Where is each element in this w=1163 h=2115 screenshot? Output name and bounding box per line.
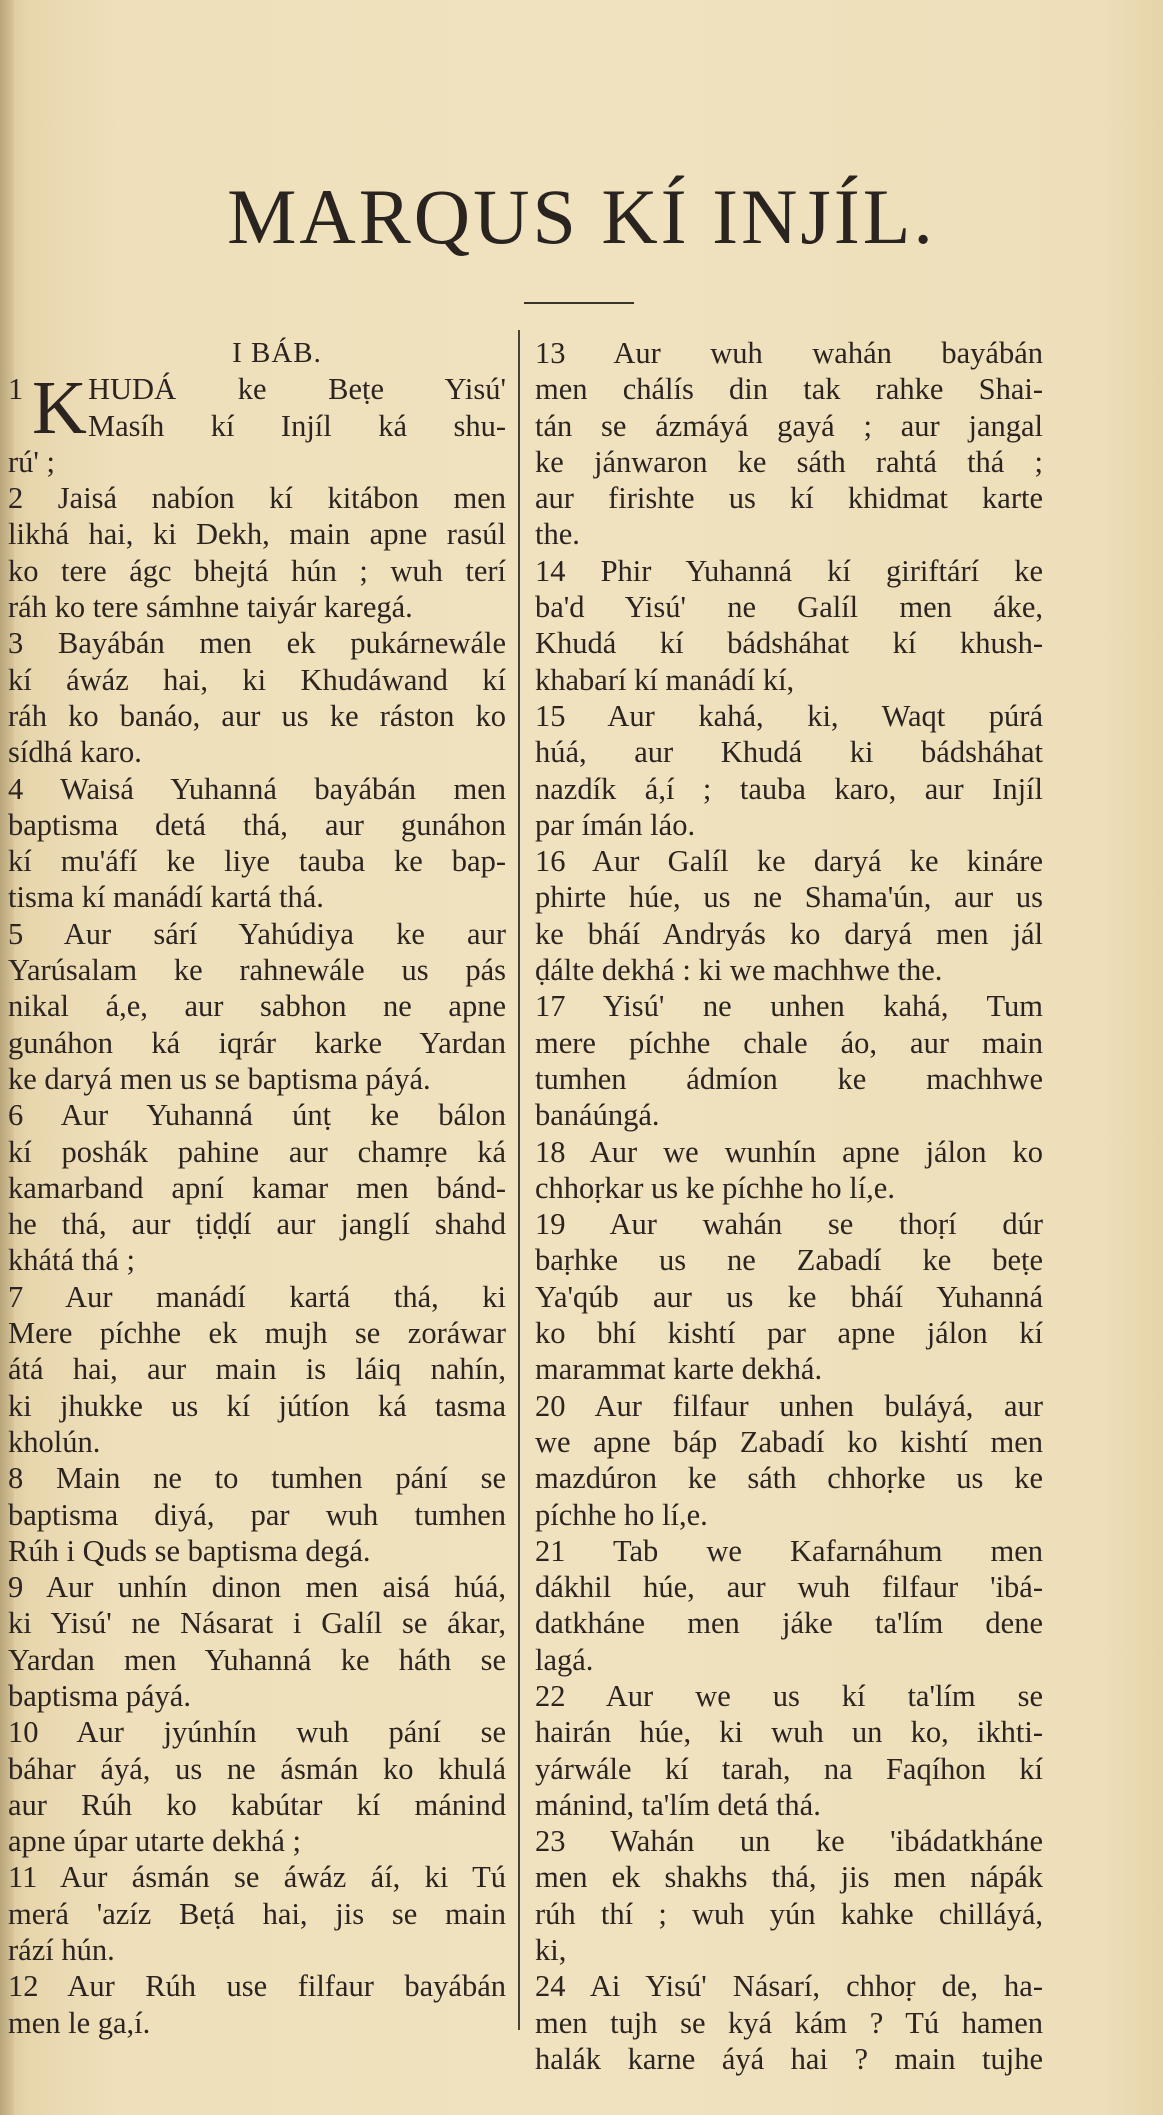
text-line: Rúh i Quds se baptisma degá.	[8, 1533, 371, 1568]
first-verse-line-1: HUDÁ ke Beṭe Yisú'	[88, 372, 506, 407]
text-line: báhar áyá, us ne ásmán ko khulá	[8, 1751, 506, 1786]
text-line: ke bháí Andryás ko daryá men jál	[535, 916, 1043, 951]
text-line: ke jánwaron ke sáth rahtá thá ;	[535, 444, 1043, 479]
text-line: kí poshák pahine aur chamṛe ká	[8, 1134, 506, 1169]
text-line: banáúngá.	[535, 1098, 660, 1133]
text-line: tán se ázmáyá gayá ; aur jangal	[535, 408, 1043, 443]
text-line: ráh ko tere sámhne taiyár karegá.	[8, 590, 413, 625]
text-line: kamarband apní kamar men bánd-	[8, 1170, 506, 1205]
text-line: Yarúsalam ke rahnewále us pás	[8, 953, 506, 988]
left-column	[8, 335, 506, 2041]
text-line: Ya'qúb aur us ke bháí Yuhanná	[535, 1279, 1043, 1314]
text-line: hairán húe, ki wuh un ko, ikhti-	[535, 1715, 1043, 1750]
text-line: 24 Ai Yisú' Násarí, chhoṛ de, ha-	[535, 1969, 1043, 2004]
text-line: nikal á,e, aur sabhon ne apne	[8, 989, 506, 1024]
text-line: 8 Main ne to tumhen pání se	[8, 1461, 506, 1496]
text-line: par ímán láo.	[535, 807, 696, 842]
right-column	[535, 335, 1043, 2077]
chapter-heading: I BÁB.	[232, 337, 322, 369]
text-line: 16 Aur Galíl ke daryá ke kináre	[535, 844, 1043, 879]
first-verse-line-2: Masíh kí Injíl ká shu-	[88, 408, 506, 443]
text-line: ko tere ágc bhejtá hún ; wuh terí	[8, 553, 506, 588]
text-line: mazdúron ke sáth chhoṛke us ke	[535, 1461, 1043, 1496]
text-line: men le ga,í.	[8, 2005, 151, 2040]
text-line: kí mu'áfí ke liye tauba ke bap-	[8, 844, 506, 879]
text-line: dákhil húe, aur wuh filfaur 'ibá-	[535, 1570, 1043, 1605]
text-line: 22 Aur we us kí ta'lím se	[535, 1678, 1043, 1713]
text-line: 2 Jaisá nabíon kí kitábon men	[8, 481, 506, 516]
text-line: khátá thá ;	[8, 1243, 136, 1278]
text-line: we apne báp Zabadí ko kishtí men	[535, 1424, 1043, 1459]
text-line: aur firishte us kí khidmat karte	[535, 481, 1043, 516]
text-line: khabarí kí manádí kí,	[535, 662, 795, 697]
text-line: 9 Aur unhín dinon men aisá húá,	[8, 1570, 506, 1605]
text-line: tumhen ádmíon ke machhwe	[535, 1061, 1043, 1096]
text-line: he thá, aur ṭiḍḍí aur janglí shahd	[8, 1207, 506, 1242]
text-line: Mere píchhe ek mujh se zoráwar	[8, 1316, 506, 1351]
text-line: baptisma diyá, par wuh tumhen	[8, 1497, 506, 1532]
text-line: nazdík á,í ; tauba karo, aur Injíl	[535, 771, 1043, 806]
column-divider	[518, 330, 520, 2030]
text-line: aur Rúh ko kabútar kí mánind	[8, 1787, 506, 1822]
text-line: húá, aur Khudá ki bádsháhat	[535, 735, 1043, 770]
text-line: lagá.	[535, 1642, 594, 1677]
text-line: 23 Wahán un ke 'ibádatkháne	[535, 1824, 1043, 1859]
text-line: 6 Aur Yuhanná únṭ ke bálon	[8, 1098, 506, 1133]
text-line: kholún.	[8, 1424, 101, 1459]
text-line: ke daryá men us se baptisma páyá.	[8, 1061, 431, 1096]
text-line: men chálís din tak rahke Shai-	[535, 372, 1043, 407]
text-line: 15 Aur kahá, ki, Waqt púrá	[535, 698, 1043, 733]
text-line: rúh thí ; wuh yún kahke chilláyá,	[535, 1896, 1043, 1931]
text-line: kí áwáz hai, ki Khudáwand kí	[8, 662, 506, 697]
text-line: mánind, ta'lím detá thá.	[535, 1787, 821, 1822]
verse-number: 1	[8, 372, 24, 407]
text-line: 21 Tab we Kafarnáhum men	[535, 1533, 1043, 1568]
text-line: 7 Aur manádí kartá thá, ki	[8, 1279, 506, 1314]
text-line: 19 Aur wahán se thoṛí dúr	[535, 1207, 1043, 1242]
text-line: phirte húe, us ne Shama'ún, aur us	[535, 880, 1043, 915]
first-verse	[8, 366, 506, 451]
text-line: ba'd Yisú' ne Galíl men áke,	[535, 590, 1043, 625]
text-line: 11 Aur ásmán se áwáz áí, ki Tú	[8, 1860, 506, 1895]
text-line: apne úpar utarte dekhá ;	[8, 1824, 301, 1859]
text-line: chhoṛkar us ke píchhe ho lí,e.	[535, 1170, 895, 1205]
text-line: ki jhukke us kí jútíon ká tasma	[8, 1388, 506, 1423]
text-line: ko bhí kishtí par apne jálon kí	[535, 1316, 1043, 1351]
text-line: ki Yisú' ne Násarat i Galíl se ákar,	[8, 1606, 506, 1641]
text-line: átá hai, aur main is láiq nahín,	[8, 1352, 506, 1387]
text-line: merá 'azíz Beṭá hai, jis se main	[8, 1896, 506, 1931]
text-line: the.	[535, 517, 580, 552]
text-line: men ek shakhs thá, jis men nápák	[535, 1860, 1043, 1895]
text-line: baptisma detá thá, aur gunáhon	[8, 807, 506, 842]
text-line: halák karne áyá hai ? main tujhe	[535, 2041, 1043, 2076]
text-line: 17 Yisú' ne unhen kahá, Tum	[535, 989, 1043, 1024]
text-line: 18 Aur we wunhín apne jálon ko	[535, 1134, 1043, 1169]
text-line: marammat karte dekhá.	[535, 1352, 823, 1387]
text-line: likhá hai, ki Dekh, main apne rasúl	[8, 517, 506, 552]
text-line: 13 Aur wuh wahán bayábán	[535, 336, 1043, 370]
text-line: men tujh se kyá kám ? Tú hamen	[535, 2005, 1043, 2040]
text-line: datkháne men jáke ta'lím dene	[535, 1606, 1043, 1641]
page-title: MARQUS KÍ INJÍL.	[227, 173, 936, 260]
text-line: ráh ko banáo, aur us ke ráston ko	[8, 698, 506, 733]
text-line: rází hún.	[8, 1933, 115, 1968]
text-line: gunáhon ká iqrár karke Yardan	[8, 1025, 506, 1060]
text-line: baptisma páyá.	[8, 1678, 191, 1713]
text-line: 10 Aur jyúnhín wuh pání se	[8, 1715, 506, 1750]
text-line: 3 Bayábán men ek pukárnewále	[8, 626, 506, 661]
text-line: 4 Waisá Yuhanná bayábán men	[8, 771, 506, 806]
text-line: sídhá karo.	[8, 735, 142, 770]
drop-cap: K	[32, 366, 87, 451]
title-rule	[524, 302, 634, 304]
text-line: Yardan men Yuhanná ke háth se	[8, 1642, 506, 1677]
text-line: ki,	[535, 1933, 567, 1968]
text-line: mere píchhe chale áo, aur main	[535, 1025, 1043, 1060]
text-line: 12 Aur Rúh use filfaur bayábán	[8, 1969, 506, 2004]
text-line: yárwále kí tarah, na Faqíhon kí	[535, 1751, 1043, 1786]
text-line: píchhe ho lí,e.	[535, 1497, 708, 1532]
text-line: Khudá kí bádsháhat kí khush-	[535, 626, 1043, 661]
text-line: 5 Aur sárí Yahúdiya ke aur	[8, 916, 506, 951]
text-line: ḍálte dekhá : ki we machhwe the.	[535, 953, 943, 988]
text-line: baṛhke us ne Zabadí ke beṭe	[535, 1243, 1043, 1278]
text-line: tisma kí manádí kartá thá.	[8, 880, 324, 915]
text-line: 20 Aur filfaur unhen buláyá, aur	[535, 1388, 1043, 1423]
text-line: 14 Phir Yuhanná kí giriftárí ke	[535, 553, 1043, 588]
text-line: rú' ;	[8, 444, 56, 479]
